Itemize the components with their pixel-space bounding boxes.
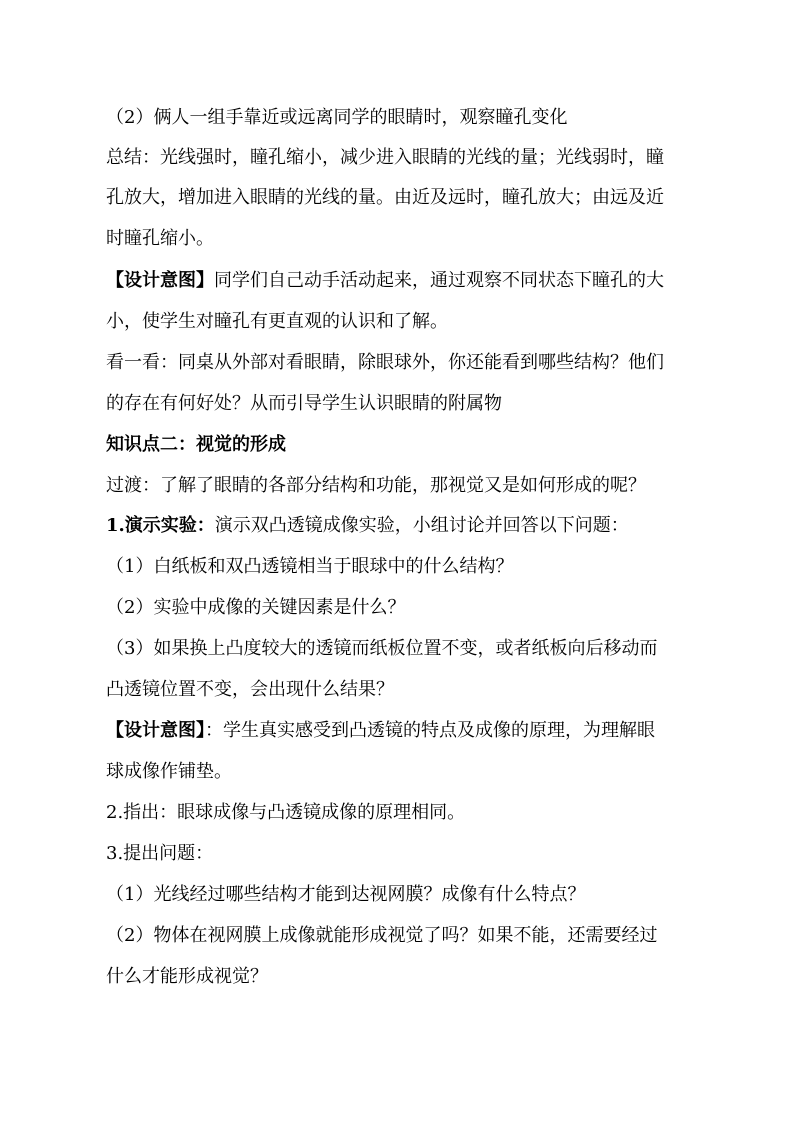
section-heading: 知识点二：视觉的形成 — [106, 434, 286, 455]
demo-text: 演示双凸透镜成像实验，小组讨论并回答以下问题： — [214, 515, 629, 536]
design-intent-label: 【设计意图】 — [106, 720, 205, 741]
text-line: （2）实验中成像的关键因素是什么？ — [106, 597, 406, 618]
text-line: 孔放大，增加进入眼睛的光线的量。由近及远时，瞳孔放大；由远及近 — [106, 187, 664, 208]
text-line: （1）白纸板和双凸透镜相当于眼球中的什么结构？ — [106, 556, 514, 577]
text-line: 凸透镜位置不变，会出现什么结果？ — [106, 679, 394, 700]
text-line: （2）物体在视网膜上成像就能形成视觉了吗？如果不能，还需要经过 — [106, 925, 658, 946]
text-line: 球成像作铺垫。 — [106, 761, 232, 782]
text-line: （3）如果换上凸度较大的透镜而纸板位置不变，或者纸板向后移动而 — [106, 638, 658, 659]
demo-label: 1.演示实验： — [106, 515, 215, 536]
text-line: 时瞳孔缩小。 — [106, 228, 214, 249]
text-line — [106, 514, 706, 538]
text-line: 过渡：了解了眼睛的各部分结构和功能，那视觉又是如何形成的呢？ — [106, 475, 646, 496]
text-line: 看一看：同桌从外部对看眼睛，除眼球外，你还能看到哪些结构？他们 — [106, 352, 664, 373]
text-line: 2.指出：眼球成像与凸透镜成像的原理相同。 — [106, 802, 466, 823]
text-line — [106, 719, 706, 743]
text-line: 总结：光线强时，瞳孔缩小，减少进入眼睛的光线的量；光线弱时，瞳 — [106, 147, 664, 168]
text-line: 的存在有何好处？从而引导学生认识眼睛的附属物 — [106, 393, 502, 414]
design-intent-text: 同学们自己动手活动起来，通过观察不同状态下瞳孔的大 — [214, 270, 664, 291]
text-line: 3.提出问题： — [106, 843, 214, 864]
design-intent-text: ：学生真实感受到凸透镜的特点及成像的原理，为理解眼 — [205, 720, 655, 741]
design-intent-label: 【设计意图】 — [106, 270, 214, 291]
text-line: （2）俩人一组手靠近或远离同学的眼睛时，观察瞳孔变化 — [106, 107, 568, 128]
text-line: 什么才能形成视觉？ — [106, 966, 268, 987]
text-line: （1）光线经过哪些结构才能到达视网膜？成像有什么特点？ — [106, 884, 586, 905]
text-line: 小，使学生对瞳孔有更直观的认识和了解。 — [106, 311, 448, 332]
text-line — [106, 269, 706, 293]
